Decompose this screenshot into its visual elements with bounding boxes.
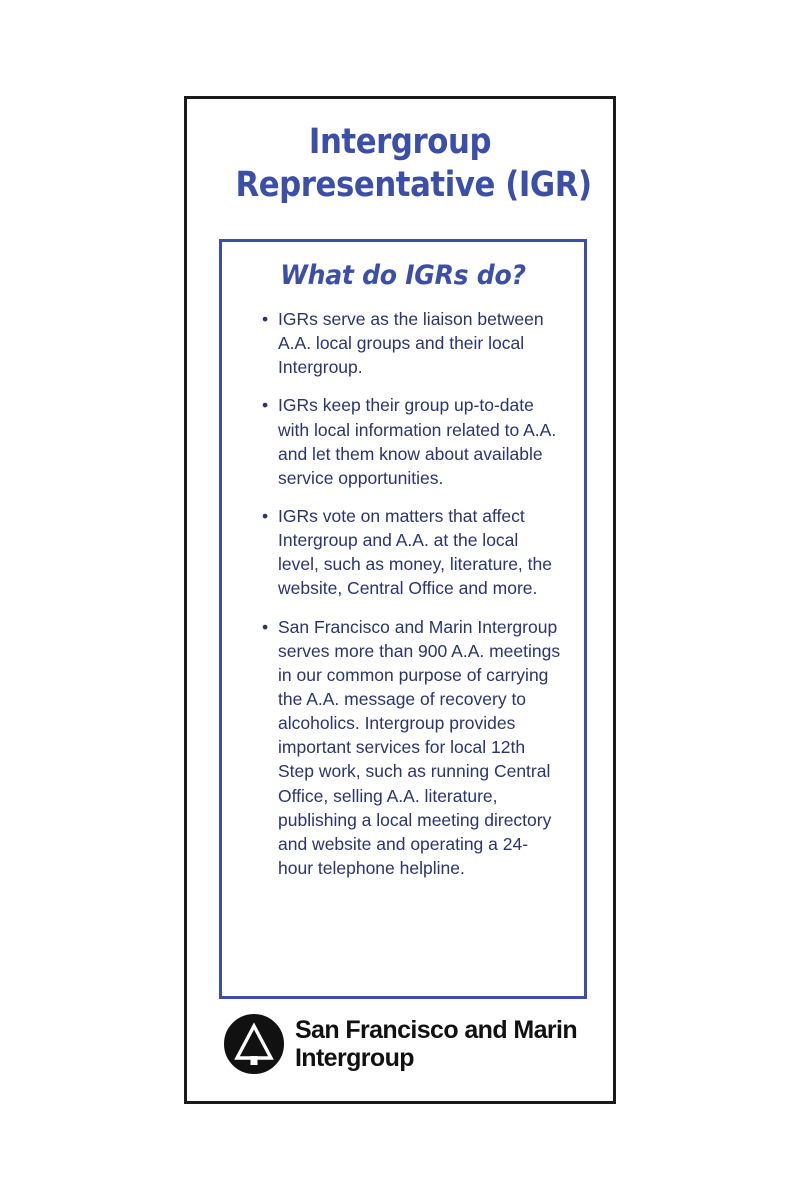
page-title-line-1: Intergroup bbox=[308, 122, 492, 162]
list-item-text: IGRs keep their group up-to-date with local information related to A.A. and let them know about available service opportunities. bbox=[278, 395, 557, 488]
igr-duties-list bbox=[240, 307, 566, 880]
footer-org-line-1: San Francisco and Marin bbox=[294, 1016, 578, 1044]
footer-branding bbox=[187, 1013, 613, 1075]
aa-triangle-circle-icon bbox=[223, 1013, 285, 1075]
list-item bbox=[262, 504, 562, 601]
list-item bbox=[262, 615, 562, 881]
list-item bbox=[262, 307, 562, 379]
footer-org-name bbox=[295, 1016, 577, 1072]
content-box bbox=[219, 239, 587, 999]
page-title-line-2: Representative (IGR) bbox=[235, 164, 592, 205]
section-subtitle: What do IGRs do? bbox=[280, 260, 526, 291]
flyer-card bbox=[184, 96, 616, 1104]
list-item-text: IGRs vote on matters that affect Intergroup and A.A. at the local level, such as money, literature, the website, Central Office and more. bbox=[278, 505, 552, 599]
bullet-icon: • bbox=[262, 309, 269, 329]
title-block bbox=[187, 99, 613, 212]
bullet-icon: • bbox=[262, 395, 269, 416]
bullet-icon: • bbox=[262, 616, 269, 637]
list-item bbox=[262, 393, 562, 490]
footer-org-line-2: Intergroup bbox=[294, 1044, 414, 1072]
list-item-text: San Francisco and Marin Intergroup serves more than 900 A.A. meetings in our common purpose of carrying the A.A. message of recovery to alcoholics. Intergroup provides important services for local 12th Step work, such as running Central Office, selling A.A. literature, publishing a local meeting directory and website and operating a 24-hour telephone helpline. bbox=[278, 616, 561, 878]
bullet-icon: • bbox=[262, 505, 269, 526]
list-item-text: IGRs serve as the liaison between A.A. local groups and their local Intergroup. bbox=[278, 309, 544, 378]
